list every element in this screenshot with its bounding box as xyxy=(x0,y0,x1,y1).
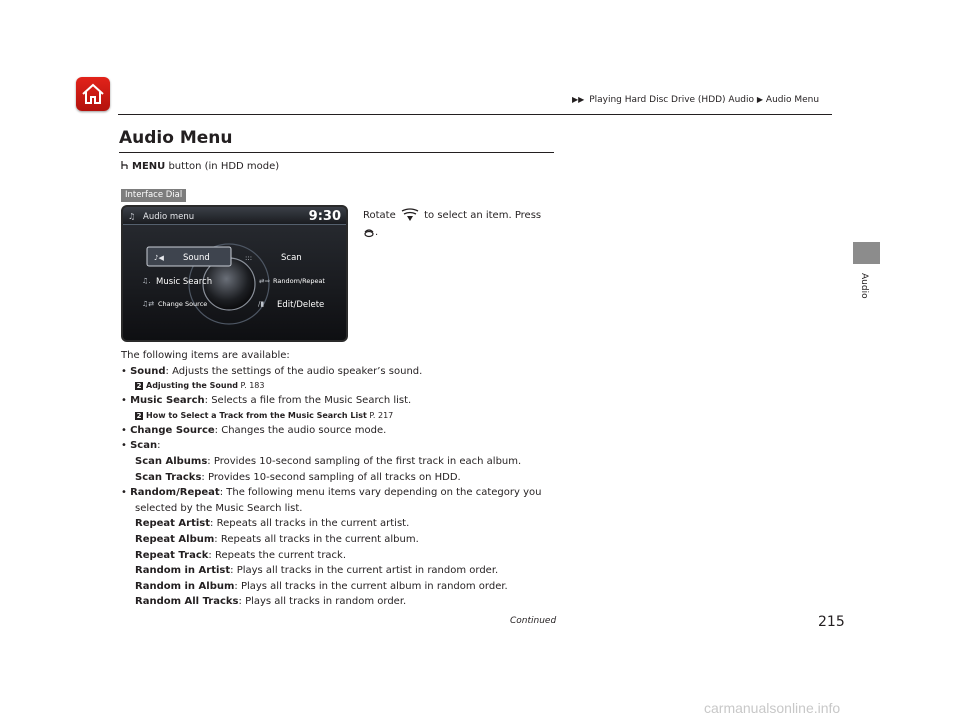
list-item-random-repeat: • Random/Repeat: The following menu items vary depending on the category you xyxy=(121,487,542,499)
svg-text::::: ::: xyxy=(245,254,253,262)
random-sub-item: Repeat Track: Repeats the current track. xyxy=(135,549,347,561)
audio-menu-display xyxy=(123,207,346,340)
section-tab-marker xyxy=(853,242,880,264)
list-item-scan: • Scan: xyxy=(121,440,161,452)
ref-music-search-list[interactable]: 2 How to Select a Track from the Music Search List P. 217 xyxy=(136,410,394,420)
screen-music-icon: ♫ xyxy=(128,212,136,221)
breadcrumb-arrow-icon: ▶▶ xyxy=(572,95,585,104)
screen-header: Audio menu xyxy=(143,212,195,222)
instruction-part-3: . xyxy=(375,227,379,238)
cross-reference-icon: 2 xyxy=(136,411,142,420)
instruction-part-1: Rotate xyxy=(363,210,399,221)
screen-item-music-search: Music Search xyxy=(156,277,213,287)
scan-sub-item: Scan Albums: Provides 10-second sampling of the first track in each album. xyxy=(135,455,522,467)
title-divider xyxy=(119,152,554,153)
press-dial-icon xyxy=(363,226,375,238)
cross-reference-icon: 2 xyxy=(136,382,142,391)
svg-text:⇄⇒: ⇄⇒ xyxy=(259,277,270,285)
breadcrumb-current[interactable]: Audio Menu xyxy=(765,95,820,105)
interface-dial-badge: Interface Dial xyxy=(121,189,186,202)
item-descriptions xyxy=(121,348,561,610)
menu-button-instruction xyxy=(120,159,279,172)
svg-text:♫⇄: ♫⇄ xyxy=(142,300,155,308)
dial-instruction xyxy=(363,207,553,241)
svg-text:♫.: ♫. xyxy=(142,277,151,285)
screen-item-change-source: Change Source xyxy=(158,300,208,308)
random-sub-item: Repeat Album: Repeats all tracks in the current album. xyxy=(135,533,419,545)
intro-text: The following items are available: xyxy=(121,350,290,361)
list-item-music-search: • Music Search: Selects a file from the Music Search list. xyxy=(121,395,412,407)
ref-adjusting-sound[interactable]: 2 Adjusting the Sound P. 183 xyxy=(136,381,265,391)
breadcrumb-parent[interactable]: Playing Hard Disc Drive (HDD) Audio xyxy=(589,95,755,105)
page-title: Audio Menu xyxy=(119,128,233,148)
continued-label: Continued xyxy=(510,616,557,626)
audio-menu-screenshot xyxy=(121,205,348,342)
scan-sub-item: Scan Tracks: Provides 10-second sampling of all tracks on HDD. xyxy=(135,471,461,483)
svg-text:/▮: /▮ xyxy=(258,300,265,308)
random-sub-item: Random in Album: Plays all tracks in the current album in random order. xyxy=(135,580,508,592)
section-tab-label[interactable]: Audio xyxy=(859,273,869,299)
breadcrumb xyxy=(572,95,819,105)
random-sub-item: Repeat Artist: Repeats all tracks in the current artist. xyxy=(135,518,410,530)
header-divider xyxy=(118,114,832,115)
random-sub-item: Random All Tracks: Plays all tracks in random order. xyxy=(135,596,407,608)
screen-item-scan: Scan xyxy=(281,253,302,263)
screen-item-random-repeat: Random/Repeat xyxy=(273,277,325,285)
home-icon[interactable] xyxy=(76,77,110,111)
watermark: carmanualsonline.info xyxy=(704,700,841,716)
list-item-change-source: • Change Source: Changes the audio source mode. xyxy=(121,424,387,436)
screen-item-sound: Sound xyxy=(183,253,210,263)
page-number: 215 xyxy=(818,614,845,630)
rotate-dial-icon xyxy=(399,208,421,222)
random-repeat-continued: selected by the Music Search list. xyxy=(135,502,303,514)
random-sub-item: Random in Artist: Plays all tracks in the current artist in random order. xyxy=(135,565,499,577)
screen-clock: 9:30 xyxy=(308,209,341,224)
svg-text:♪◀: ♪◀ xyxy=(154,254,164,262)
hand-press-icon xyxy=(120,160,129,170)
menu-line-text: button (in HDD mode) xyxy=(165,161,280,172)
screen-item-edit-delete: Edit/Delete xyxy=(277,300,325,310)
menu-button-label: MENU xyxy=(132,161,166,172)
instruction-part-2: to select an item. Press xyxy=(424,210,542,221)
breadcrumb-arrow-icon: ▶ xyxy=(756,95,764,104)
list-item-sound: • Sound: Adjusts the settings of the audio speaker’s sound. xyxy=(121,365,423,377)
